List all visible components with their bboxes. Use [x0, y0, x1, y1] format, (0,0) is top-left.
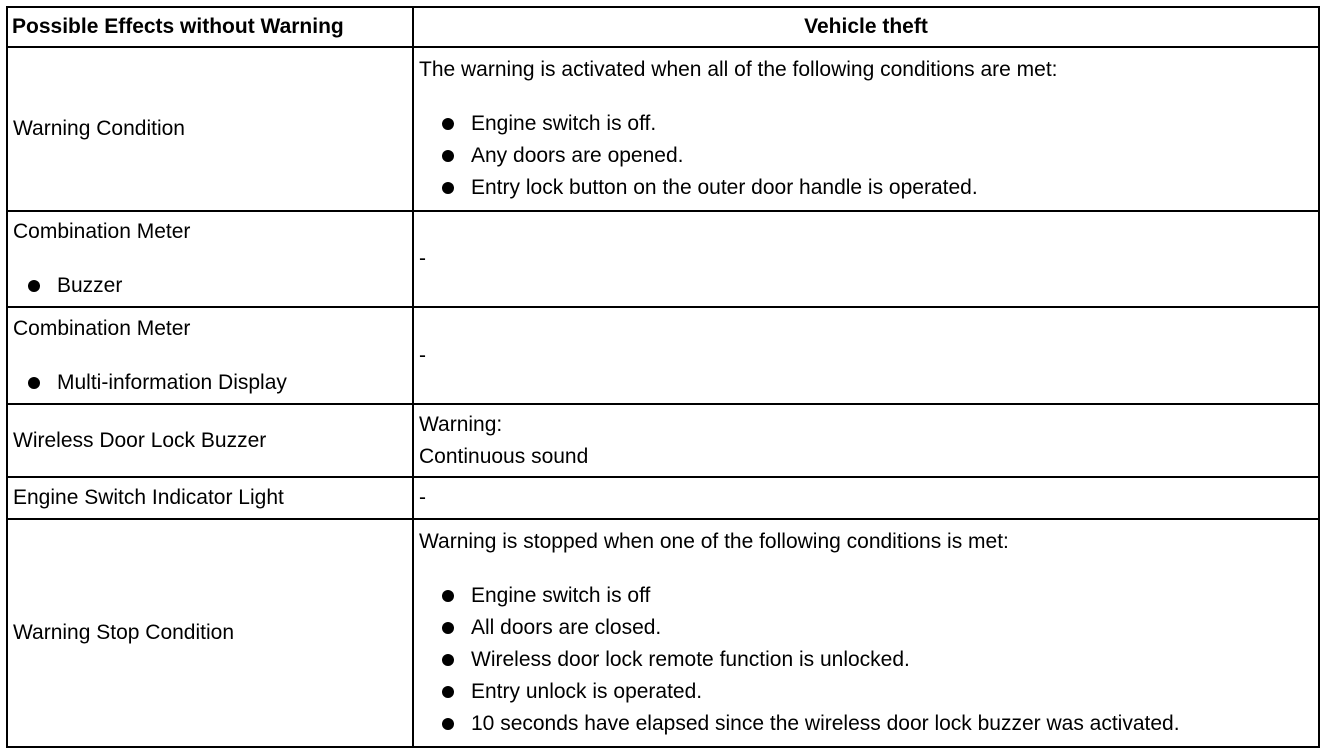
combination-meter-buzzer-list [13, 270, 407, 302]
list-item: Engine switch is off. [439, 108, 1313, 140]
combination-meter-mid-value: - [413, 307, 1319, 404]
list-item: Entry lock button on the outer door handle is operated. [439, 172, 1313, 204]
header-vehicle-theft: Vehicle theft [413, 7, 1319, 47]
row-label-engine-switch-indicator: Engine Switch Indicator Light [7, 477, 413, 519]
header-possible-effects: Possible Effects without Warning [7, 7, 413, 47]
combination-meter-label: Combination Meter [13, 220, 191, 243]
combination-meter-buzzer-value: - [413, 211, 1319, 307]
table-header-row [7, 7, 1319, 47]
table-row [7, 519, 1319, 747]
warning-stop-intro: Warning is stopped when one of the following conditions is met: [419, 530, 1009, 553]
combination-meter-mid-list [13, 367, 407, 399]
combination-meter-label: Combination Meter [13, 316, 191, 340]
list-item: Wireless door lock remote function is unlocked. [439, 644, 1313, 676]
warning-condition-intro: The warning is activated when all of the following conditions are met: [419, 58, 1058, 81]
list-item: 10 seconds have elapsed since the wireless door lock buzzer was activated. [439, 708, 1313, 740]
buzzer-sound-line: Continuous sound [419, 444, 589, 468]
row-label-wireless-door-lock-buzzer: Wireless Door Lock Buzzer [7, 404, 413, 477]
warning-stop-list [419, 580, 1313, 740]
row-label-combination-meter-mid [7, 307, 413, 404]
table-row [7, 404, 1319, 477]
table-row [7, 307, 1319, 404]
warning-condition-cell [413, 47, 1319, 211]
list-item: Entry unlock is operated. [439, 676, 1313, 708]
list-item: Engine switch is off [439, 580, 1313, 612]
list-item: All doors are closed. [439, 612, 1313, 644]
wireless-door-lock-buzzer-value [413, 404, 1319, 477]
table-row [7, 47, 1319, 211]
table-row [7, 477, 1319, 519]
list-item: Buzzer [25, 270, 407, 302]
list-item: Multi-information Display [25, 367, 407, 399]
table-row [7, 211, 1319, 307]
warning-stop-condition-cell [413, 519, 1319, 747]
engine-switch-indicator-value: - [413, 477, 1319, 519]
buzzer-warning-line: Warning: [419, 412, 503, 436]
row-label-warning-stop-condition: Warning Stop Condition [7, 519, 413, 747]
row-label-combination-meter-buzzer [7, 211, 413, 307]
row-label-warning-condition: Warning Condition [7, 47, 413, 211]
warning-spec-table [6, 6, 1320, 748]
list-item: Any doors are opened. [439, 140, 1313, 172]
warning-condition-list [419, 108, 1313, 204]
